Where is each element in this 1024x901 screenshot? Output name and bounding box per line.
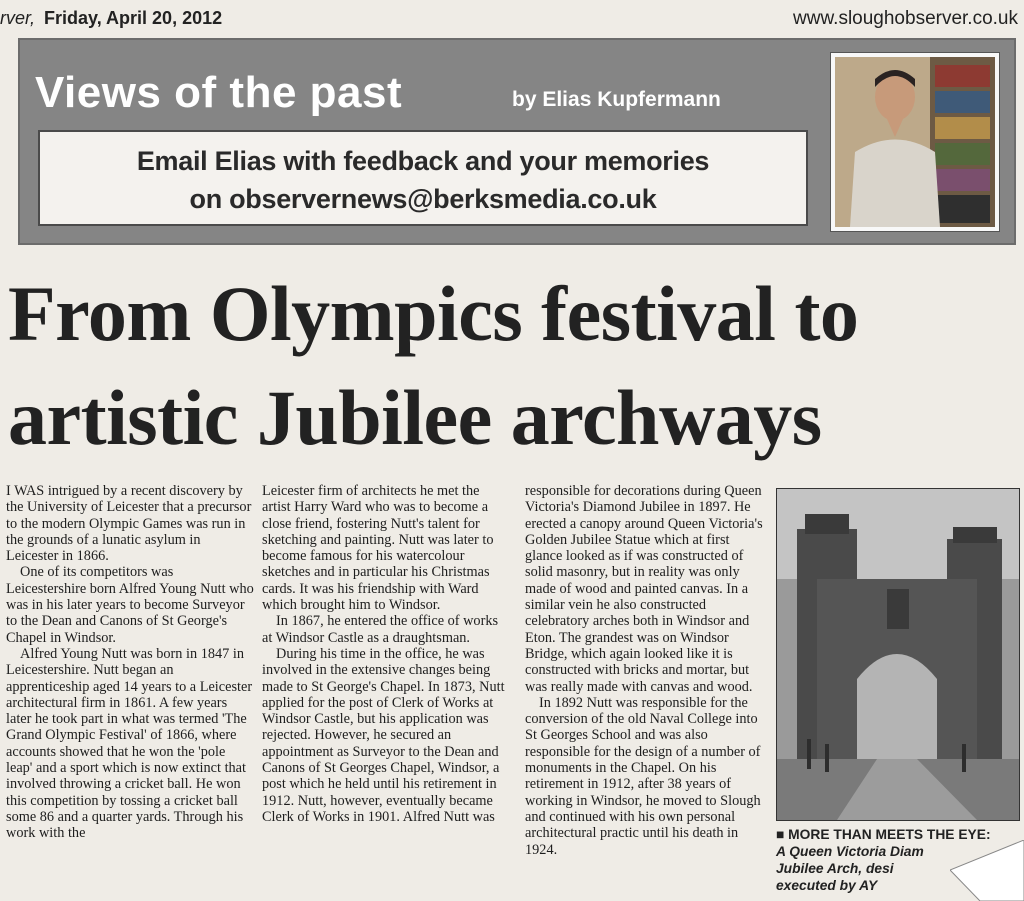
archway-photo — [776, 488, 1020, 821]
issue-date: Friday, April 20, 2012 — [44, 8, 223, 28]
dateline — [0, 8, 222, 29]
caption-heading: ■ MORE THAN MEETS THE EYE: — [776, 827, 991, 842]
paragraph: Leicester firm of architects he met the artist Harry Ward who was to become a close friend, fostering Nutt's talent for sketching and painting. Nutt was later to become famous for his watercolour sketches and in particular his Christmas cards. It was his friendship with Ward which brought him to Windsor. — [262, 483, 494, 614]
caption-line: executed by AY — [776, 878, 878, 893]
page-corner-fold — [950, 840, 1024, 901]
headline-line-1: From Olympics festival to — [8, 270, 859, 357]
paragraph: In 1867, he entered the office of works at Windsor Castle as a draughtsman. — [262, 613, 499, 646]
paragraph: responsible for decorations during Queen Victoria's Diamond Jubilee in 1897. He erected a canopy around Queen Victoria's Golden Jubilee Statue which at first glance looked as if was constructed of solid masonry, but in reality was only made of wood and painted canvas. In a similar vein he also constructed celebratory arches both in Windsor and Eton. The grandest was on Windsor Bridge, which again looked like it is constructed with bricks and mortar, but was really made with canvas and wood. — [525, 483, 763, 695]
author-portrait-image — [835, 57, 995, 227]
website-url: www.sloughobserver.co.uk — [793, 8, 1018, 29]
author-photo — [830, 52, 1000, 232]
paragraph: In 1892 Nutt was responsible for the conversion of the old Naval College into St Georges School and was also responsible for the design of a number of monuments in the Chapel. On his retirement in 1912, after 38 years of working in Windsor, he moved to Slough and continued with his own personal architectural practic until his death in 1924. — [525, 694, 761, 858]
headline-line-2: artistic Jubilee archways — [8, 374, 822, 461]
publication-name: rver, — [0, 8, 36, 28]
caption-line: Jubilee Arch, desi — [776, 861, 894, 876]
feedback-box — [38, 130, 808, 226]
column-banner — [18, 38, 1016, 245]
article-column-2 — [262, 483, 510, 825]
article-column-3 — [525, 483, 770, 858]
caption-line: A Queen Victoria Diam — [776, 844, 924, 859]
jubilee-arch-image — [777, 489, 1019, 820]
paragraph: Alfred Young Nutt was born in 1847 in Leicestershire. Nutt began an apprenticeship aged 14 years to a Leicester architectural firm in 1861. A few years later he took part in what was termed 'The Grand Olympic Festival' of 1866, where accounts showed that he won the 'pole leap' and a sport which is now extinct that involved throwing a cricket ball. He won this competition by tossing a cricket ball some 86 and a quarter yards. Through his work with the — [6, 645, 253, 842]
column-title: Views of the past — [35, 68, 403, 117]
paragraph: During his time in the office, he was involved in the extensive changes being made to St George's Chapel. In 1873, Nutt applied for the post of Clerk of Works at Windsor Castle, but his application was rejected. However, he secured an appointment as Surveyor to the Dean and Canons of St Georges Chapel, Windsor, a post which he held until his retirement in 1912. Nutt, however, eventually became Clerk of Works in 1901. Alfred Nutt was — [262, 645, 505, 825]
paragraph: I WAS intrigued by a recent discovery by the University of Leicester that a precursor to the modern Olympic Games was run in the grounds of a lunatic asylum in Leicester in 1866. — [6, 483, 252, 565]
feedback-email: on observernews@berksmedia.co.uk — [189, 184, 657, 214]
article-headline — [8, 262, 1018, 470]
feedback-line-1: Email Elias with feedback and your memories — [136, 146, 710, 176]
page-header — [0, 0, 1024, 36]
article-column-1 — [6, 483, 254, 842]
column-byline: by Elias Kupfermann — [512, 88, 721, 111]
paragraph: One of its competitors was Leicestershire born Alfred Young Nutt who was in his later years to become Surveyor to the Dean and Canons of St George's Chapel in Windsor. — [6, 564, 254, 646]
